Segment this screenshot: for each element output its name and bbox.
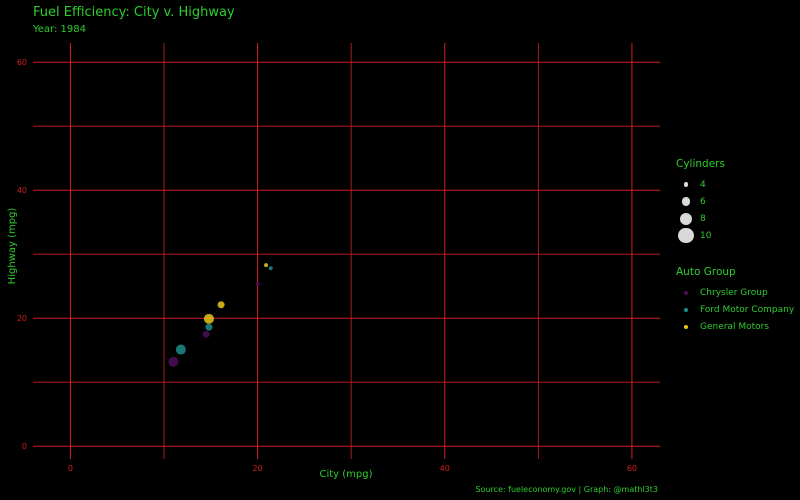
color-legend-label: General Motors [700, 321, 770, 332]
y-axis-label: Highway (mpg) [7, 207, 18, 285]
grid-layer [33, 43, 660, 459]
data-point [204, 314, 214, 324]
data-point [205, 324, 212, 331]
data-point-layer [168, 263, 272, 367]
x-tick-label: 0 [67, 464, 73, 473]
x-tick-label: 40 [439, 464, 450, 473]
data-point [168, 357, 178, 367]
size-legend-dot [680, 213, 692, 225]
size-legend-item [676, 227, 725, 244]
size-legend-label: 10 [700, 230, 712, 241]
data-point [256, 282, 260, 286]
y-tick-label: 60 [16, 58, 27, 68]
color-legend-dot [684, 325, 688, 329]
color-legend-item [676, 301, 794, 318]
chart-subtitle: Year: 1984 [33, 24, 86, 35]
size-legend-title: Cylinders [676, 158, 725, 170]
data-point [203, 331, 210, 338]
chart-title: Fuel Efficiency: City v. Highway [33, 5, 235, 20]
size-legend-label: 4 [700, 179, 706, 190]
tick-label-layer [17, 58, 637, 473]
y-tick-label: 20 [16, 314, 27, 324]
color-legend-title: Auto Group [676, 266, 736, 278]
color-legend-item [676, 318, 794, 335]
data-point [269, 266, 273, 270]
size-legend-label: 8 [700, 213, 706, 224]
size-legend-label: 6 [700, 196, 706, 207]
color-legend-dot [684, 291, 688, 295]
y-tick-label: 40 [16, 186, 27, 196]
color-legend [676, 266, 794, 335]
color-legend-dot [684, 308, 688, 312]
size-legend-dot [682, 197, 690, 205]
data-point [218, 301, 225, 308]
data-point [264, 263, 268, 267]
color-legend-item [676, 284, 794, 301]
size-legend-item [676, 193, 725, 210]
size-legend-dot [678, 228, 694, 244]
size-legend [676, 158, 725, 244]
size-legend-item [676, 176, 725, 193]
size-legend-item [676, 210, 725, 227]
x-tick-label: 20 [252, 464, 263, 473]
color-legend-label: Ford Motor Company [700, 304, 795, 315]
chart-caption: Source: fueleconomy.gov | Graph: @mathl3t3 [475, 485, 658, 494]
y-tick-label: 0 [21, 442, 27, 452]
x-tick-label: 60 [626, 464, 638, 473]
x-axis-label: City (mpg) [319, 469, 373, 480]
data-point [176, 345, 186, 355]
size-legend-dot [684, 182, 689, 187]
color-legend-label: Chrysler Group [700, 287, 768, 298]
